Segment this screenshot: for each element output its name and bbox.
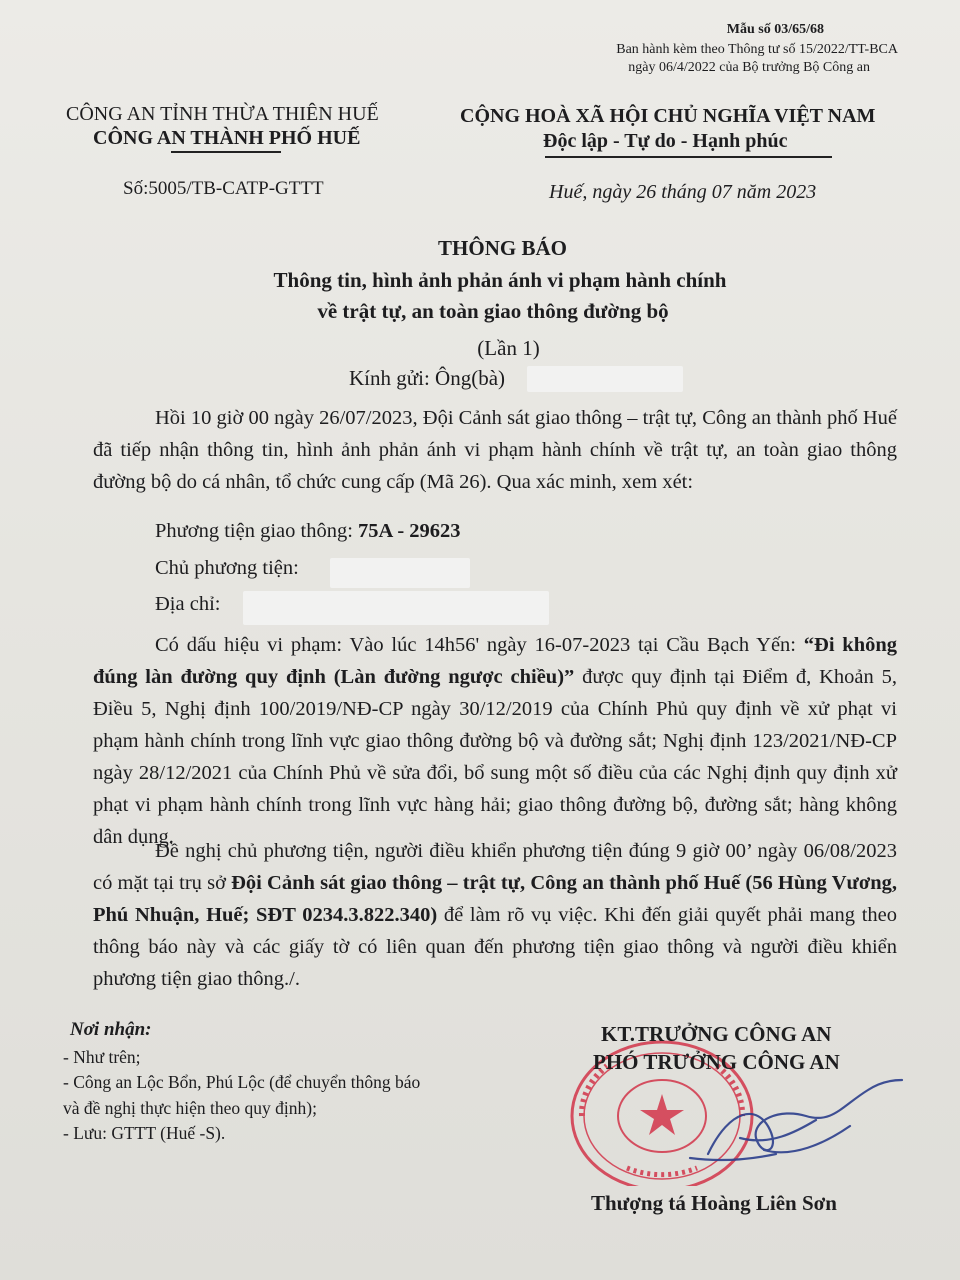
form-issued-by: Ban hành kèm theo Thông tư số 15/2022/TT-BCA [616,42,898,57]
recipients-title: Nơi nhận: [70,1019,152,1040]
violation-paragraph [93,629,897,853]
reference-number: Số:5005/TB-CATP-GTTT [123,178,324,199]
signer-name: Thượng tá Hoàng Liên Sơn [591,1191,837,1215]
org-underline [171,151,281,153]
recipient-line-1: - Như trên; [63,1047,141,1067]
vehicle-row [155,520,461,543]
vehicle-label: Phương tiện giao thông: [155,520,353,542]
place-date: Huế, ngày 26 tháng 07 năm 2023 [549,181,817,203]
recipient-line-3: và đề nghị thực hiện theo quy định); [63,1098,317,1118]
owner-row [155,557,299,580]
greeting: Kính gửi: Ông(bà) [349,366,506,390]
org-parent: CÔNG AN TỈNH THỪA THIÊN HUẾ [66,103,379,125]
vehicle-plate: 75A - 29623 [358,520,461,542]
violation-name: “Đi không đúng làn đường quy định (Làn đường ngược chiều)” [93,634,898,688]
intro-paragraph [93,402,897,498]
document-title: THÔNG BÁO [438,236,567,260]
recipient-line-2: - Công an Lộc Bổn, Phú Lộc (để chuyển thông báo [63,1072,421,1092]
signature-title-1: KT.TRƯỞNG CÔNG AN [601,1022,832,1046]
redaction-address [243,591,549,625]
request-location: Đội Cảnh sát giao thông – trật tự, Công an thành phố Huế (56 Hùng Vương, Phú Nhuận, Huế; SĐT 0234.3.822.340) [93,872,897,926]
form-issued-date: ngày 06/4/2022 của Bộ trưởng Bộ Công an [628,60,870,75]
address-row [155,593,220,616]
request-instruction: để làm rõ vụ việc. Khi đến giải quyết phải mang theo thông báo này và các giấy tờ có liên quan đến phương tiện giao thông và người điều khiển phương tiện giao thông./. [93,904,897,990]
form-number: Mẫu số 03/65/68 [726,22,824,37]
document-subtitle-2: về trật tự, an toàn giao thông đường bộ [317,299,669,323]
request-intro: Đề nghị chủ phương tiện, người điều khiển phương tiện đúng 9 giờ 00’ ngày 06/08/2023 có mặt tại trụ sở [93,840,897,894]
recipient-line-4: - Lưu: GTTT (Huế -S). [63,1123,226,1143]
redaction-recipient [527,366,683,392]
address-label: Địa chỉ: [155,593,221,615]
intro-text: Hồi 10 giờ 00 ngày 26/07/2023, Đội Cảnh sát giao thông – trật tự, Công an thành phố Huế đã tiếp nhận thông tin, hình ảnh phản ánh vi phạm hành chính về trật tự, an toàn giao thông đường bộ do cá nhân, tổ chức cung cấp (Mã 26). Qua xác minh, xem xét: [93,407,897,493]
violation-text [93,629,897,853]
notice-count: (Lần 1) [477,336,540,360]
motto-underline [545,156,832,158]
signature-title-2: PHÓ TRƯỞNG CÔNG AN [593,1050,840,1074]
redaction-owner [330,558,470,588]
nation-heading: CỘNG HOÀ XÃ HỘI CHỦ NGHĨA VIỆT NAM [460,105,876,127]
violation-intro: Có dấu hiệu vi phạm: Vào lúc 14h56' ngày 16-07-2023 tại Cầu Bạch Yến: [155,634,796,656]
org-unit: CÔNG AN THÀNH PHỐ HUẾ [93,127,361,149]
document-subtitle-1: Thông tin, hình ảnh phản ánh vi phạm hành chính [273,268,727,292]
owner-label: Chủ phương tiện: [155,557,299,579]
request-paragraph [93,835,897,995]
national-motto: Độc lập - Tự do - Hạnh phúc [543,130,788,152]
violation-legal-basis: được quy định tại Điểm đ, Khoản 5, Điều 5, Nghị định 100/2019/NĐ-CP ngày 30/12/2019 của Chính Phủ quy định về xử phạt vi phạm hành chính trong lĩnh vực giao thông đường bộ và đường sắt; Nghị định 123/2021/NĐ-CP ngày 28/12/2021 của Chính Phủ về sửa đổi, bổ sung một số điều của các Nghị định quy định xử phạt vi phạm hành chính trong lĩnh vực hàng hải; giao thông đường bộ, đường sắt; hàng không dân dụng. [93,666,898,848]
request-text [93,835,897,995]
